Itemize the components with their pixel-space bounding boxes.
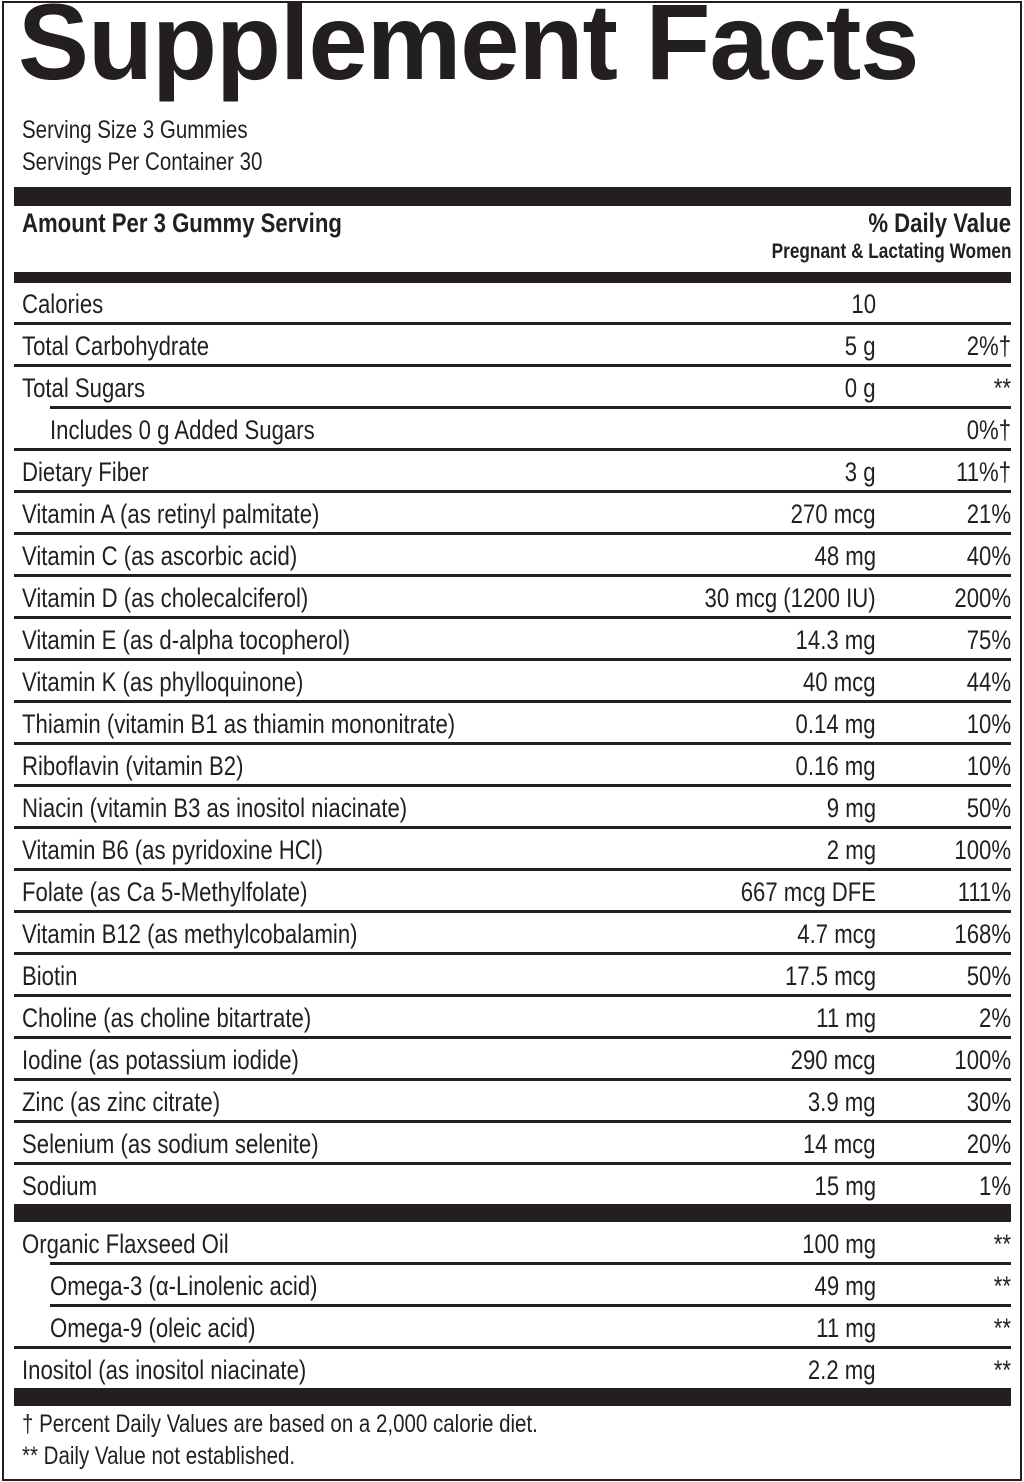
amount-per-serving-header: Amount Per 3 Gummy Serving bbox=[22, 208, 342, 238]
nutrient-amount: 290 mcg bbox=[791, 1045, 876, 1075]
nutrient-dv: 21% bbox=[966, 499, 1011, 529]
nutrient-name: Iodine (as potassium iodide) bbox=[22, 1045, 299, 1075]
nutrient-amount: 14.3 mg bbox=[795, 625, 876, 655]
nutrient-dv: 40% bbox=[966, 541, 1011, 571]
nutrient-row bbox=[0, 744, 1024, 786]
nutrient-dv: 111% bbox=[957, 877, 1011, 907]
ingredient-row bbox=[0, 1306, 1024, 1348]
nutrient-row bbox=[0, 870, 1024, 912]
nutrient-row bbox=[0, 1164, 1024, 1206]
nutrient-row bbox=[0, 1038, 1024, 1080]
nutrient-name: Biotin bbox=[22, 961, 78, 991]
nutrient-name: Folate (as Ca 5-Methylfolate) bbox=[22, 877, 308, 907]
nutrient-amount: 14 mcg bbox=[803, 1129, 876, 1159]
thick-divider-middle bbox=[14, 1204, 1011, 1222]
nutrient-name: Vitamin B6 (as pyridoxine HCl) bbox=[22, 835, 324, 865]
ingredient-row bbox=[0, 1222, 1024, 1264]
nutrient-amount: 0 g bbox=[845, 373, 876, 403]
nutrient-amount: 0.14 mg bbox=[795, 709, 876, 739]
nutrient-row bbox=[0, 450, 1024, 492]
nutrient-row bbox=[0, 576, 1024, 618]
nutrient-amount: 40 mcg bbox=[803, 667, 876, 697]
ingredient-dv: ** bbox=[993, 1271, 1011, 1301]
nutrient-name: Riboflavin (vitamin B2) bbox=[22, 751, 244, 781]
nutrient-row bbox=[0, 912, 1024, 954]
ingredient-name: Omega-9 (oleic acid) bbox=[50, 1313, 256, 1343]
nutrient-dv: 2%† bbox=[966, 331, 1011, 361]
ingredient-name: Omega-3 (α-Linolenic acid) bbox=[50, 1271, 318, 1301]
nutrient-dv: 20% bbox=[966, 1129, 1011, 1159]
nutrient-name: Choline (as choline bitartrate) bbox=[22, 1003, 312, 1033]
nutrient-name: Total Sugars bbox=[22, 373, 146, 403]
ingredient-amount: 2.2 mg bbox=[808, 1355, 876, 1385]
nutrient-amount: 5 g bbox=[845, 331, 876, 361]
nutrient-name: Total Carbohydrate bbox=[22, 331, 210, 361]
nutrient-row bbox=[0, 492, 1024, 534]
nutrient-name: Vitamin C (as ascorbic acid) bbox=[22, 541, 298, 571]
ingredient-dv: ** bbox=[993, 1313, 1011, 1343]
nutrient-dv: 100% bbox=[954, 835, 1011, 865]
nutrient-name: Sodium bbox=[22, 1171, 98, 1201]
ingredient-amount: 49 mg bbox=[814, 1271, 876, 1301]
footnote-dagger: † Percent Daily Values are based on a 2,000 calorie diet. bbox=[22, 1410, 538, 1438]
nutrient-dv: 30% bbox=[966, 1087, 1011, 1117]
ingredient-dv: ** bbox=[993, 1355, 1011, 1385]
nutrient-amount: 11 mg bbox=[816, 1003, 876, 1033]
page-title: Supplement Facts bbox=[18, 0, 919, 102]
footnote-double-asterisk: ** Daily Value not established. bbox=[22, 1442, 296, 1470]
nutrient-row bbox=[0, 408, 1024, 450]
nutrient-amount: 3.9 mg bbox=[808, 1087, 876, 1117]
nutrient-amount: 9 mg bbox=[826, 793, 876, 823]
ingredient-name: Inositol (as inositol niacinate) bbox=[22, 1355, 307, 1385]
nutrient-row bbox=[0, 660, 1024, 702]
nutrient-amount: 270 mcg bbox=[791, 499, 876, 529]
ingredient-name: Organic Flaxseed Oil bbox=[22, 1229, 229, 1259]
nutrient-amount: 3 g bbox=[845, 457, 876, 487]
nutrient-name: Calories bbox=[22, 289, 104, 319]
thick-divider-top bbox=[14, 187, 1011, 206]
nutrient-amount: 17.5 mcg bbox=[784, 961, 876, 991]
nutrient-row bbox=[0, 702, 1024, 744]
nutrient-name: Includes 0 g Added Sugars bbox=[50, 415, 315, 445]
nutrient-row bbox=[0, 282, 1024, 324]
nutrient-row bbox=[0, 618, 1024, 660]
ingredient-row bbox=[0, 1348, 1024, 1390]
nutrient-name: Vitamin A (as retinyl palmitate) bbox=[22, 499, 320, 529]
daily-value-header: % Daily Value bbox=[868, 208, 1011, 238]
nutrient-amount: 0.16 mg bbox=[795, 751, 876, 781]
ingredient-dv: ** bbox=[993, 1229, 1011, 1259]
nutrient-name: Vitamin D (as cholecalciferol) bbox=[22, 583, 309, 613]
nutrient-dv: 44% bbox=[966, 667, 1011, 697]
nutrient-dv: 10% bbox=[966, 751, 1011, 781]
nutrient-row bbox=[0, 534, 1024, 576]
nutrient-dv: 10% bbox=[966, 709, 1011, 739]
nutrient-name: Dietary Fiber bbox=[22, 457, 149, 487]
nutrient-row bbox=[0, 1122, 1024, 1164]
nutrient-dv: 0%† bbox=[966, 415, 1011, 445]
nutrient-dv: 1% bbox=[978, 1171, 1011, 1201]
nutrient-dv: 100% bbox=[954, 1045, 1011, 1075]
servings-per-container: Servings Per Container 30 bbox=[22, 148, 263, 176]
daily-value-subheader: Pregnant & Lactating Women bbox=[771, 240, 1011, 263]
nutrient-amount: 2 mg bbox=[826, 835, 876, 865]
nutrient-name: Selenium (as sodium selenite) bbox=[22, 1129, 319, 1159]
nutrient-name: Zinc (as zinc citrate) bbox=[22, 1087, 221, 1117]
nutrient-row bbox=[0, 954, 1024, 996]
nutrient-row bbox=[0, 366, 1024, 408]
nutrient-name: Niacin (vitamin B3 as inositol niacinate) bbox=[22, 793, 408, 823]
nutrient-amount: 4.7 mcg bbox=[797, 919, 876, 949]
nutrient-dv: 75% bbox=[966, 625, 1011, 655]
nutrient-amount: 10 bbox=[851, 289, 876, 319]
nutrient-name: Vitamin B12 (as methylcobalamin) bbox=[22, 919, 358, 949]
serving-size: Serving Size 3 Gummies bbox=[22, 116, 248, 144]
nutrient-name: Vitamin K (as phylloquinone) bbox=[22, 667, 304, 697]
nutrient-name: Vitamin E (as d-alpha tocopherol) bbox=[22, 625, 351, 655]
nutrient-amount: 30 mcg (1200 IU) bbox=[704, 583, 876, 613]
nutrient-amount: 48 mg bbox=[814, 541, 876, 571]
nutrient-amount: 667 mcg DFE bbox=[740, 877, 876, 907]
thick-divider-bottom bbox=[14, 1388, 1011, 1406]
nutrient-row bbox=[0, 996, 1024, 1038]
nutrient-dv: 11%† bbox=[956, 457, 1011, 487]
nutrient-name: Thiamin (vitamin B1 as thiamin mononitrate) bbox=[22, 709, 456, 739]
nutrient-row bbox=[0, 786, 1024, 828]
ingredient-row bbox=[0, 1264, 1024, 1306]
nutrient-dv: 200% bbox=[954, 583, 1011, 613]
nutrient-dv: 2% bbox=[978, 1003, 1011, 1033]
nutrient-dv: 50% bbox=[966, 793, 1011, 823]
nutrient-dv: 50% bbox=[966, 961, 1011, 991]
ingredient-amount: 11 mg bbox=[816, 1313, 876, 1343]
nutrient-row bbox=[0, 828, 1024, 870]
nutrient-dv: 168% bbox=[954, 919, 1011, 949]
nutrient-dv: ** bbox=[993, 373, 1011, 403]
ingredient-amount: 100 mg bbox=[802, 1229, 876, 1259]
nutrient-row bbox=[0, 324, 1024, 366]
nutrient-amount: 15 mg bbox=[814, 1171, 876, 1201]
nutrient-row bbox=[0, 1080, 1024, 1122]
